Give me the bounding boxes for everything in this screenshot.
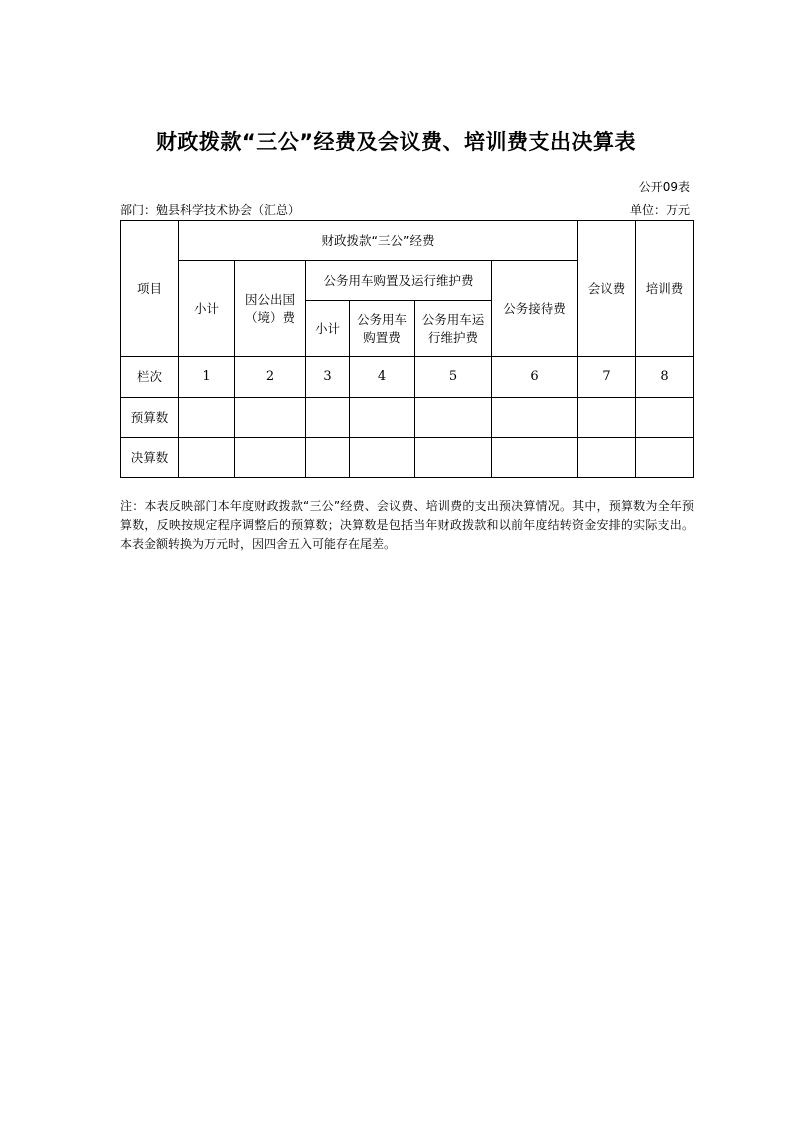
final-cell (350, 438, 415, 478)
budget-cell (179, 398, 235, 438)
row-final-label: 决算数 (121, 438, 179, 478)
budget-cell (636, 398, 694, 438)
header-vehicle-maintenance: 公务用车运行维护费 (415, 301, 492, 357)
header-training: 培训费 (636, 221, 694, 357)
header-meeting: 会议费 (578, 221, 636, 357)
row-index-cell: 5 (415, 357, 492, 398)
row-index-cell: 1 (179, 357, 235, 398)
department-label: 部门：勉县科学技术协会（汇总） (120, 203, 301, 217)
final-cell (235, 438, 306, 478)
page-title: 财政拨款“三公”经费及会议费、培训费支出决算表 (155, 130, 637, 154)
row-index-cell: 2 (235, 357, 306, 398)
row-index-cell: 8 (636, 357, 694, 398)
header-subtotal: 小计 (179, 261, 235, 357)
row-index-cell: 3 (306, 357, 350, 398)
budget-cell (492, 398, 578, 438)
row-index-cell: 4 (350, 357, 415, 398)
final-cell (636, 438, 694, 478)
header-reception: 公务接待费 (492, 261, 578, 357)
header-abroad: 因公出国（境）费 (235, 261, 306, 357)
budget-cell (578, 398, 636, 438)
expenditure-table (120, 220, 694, 478)
final-cell (179, 438, 235, 478)
final-cell (415, 438, 492, 478)
row-index-cell: 6 (492, 357, 578, 398)
budget-cell (235, 398, 306, 438)
table-note: 注：本表反映部门本年度财政拨款“三公”经费、会议费、培训费的支出预决算情况。其中，预算数为全年预算数，反映按规定程序调整后的预算数；决算数是包括当年财政拨款和以前年度结转资金安排的实际支出。本表金额转换为万元时，因四舍五入可能存在尾差。 (120, 499, 694, 551)
row-index-label: 栏次 (121, 357, 179, 398)
unit-label: 单位：万元 (629, 203, 690, 217)
budget-cell (415, 398, 492, 438)
budget-cell (350, 398, 415, 438)
header-vehicle-group: 公务用车购置及运行维护费 (306, 261, 492, 301)
form-number: 公开09表 (638, 180, 690, 194)
budget-cell (306, 398, 350, 438)
final-cell (306, 438, 350, 478)
header-sangong-group: 财政拨款“三公”经费 (179, 221, 578, 261)
header-vehicle-subtotal: 小计 (306, 301, 350, 357)
row-budget-label: 预算数 (121, 398, 179, 438)
final-cell (578, 438, 636, 478)
header-item: 项目 (121, 221, 179, 357)
row-index-cell: 7 (578, 357, 636, 398)
header-vehicle-purchase: 公务用车购置费 (350, 301, 415, 357)
final-cell (492, 438, 578, 478)
